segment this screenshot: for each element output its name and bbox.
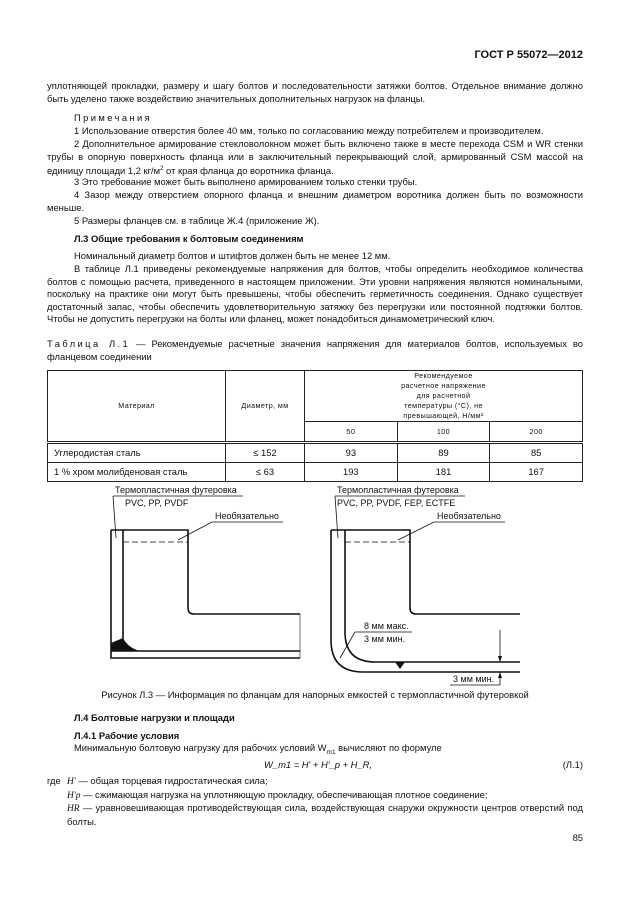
right-lining-materials: PVC, PP, PVDF, FEP, ECTFE xyxy=(337,498,456,508)
note-2: 2 Дополнительное армирование стекловолокном может быть включено также в месте перехода CSM и WR стенки трубы в опорную поверхность фланца или в заключительный перекрывающий слой, армированный CSM массой на единицу площади 1,2 $кг/м^2$ от края фланца до воротника фланца. xyxy=(47,138,583,177)
header-material: Материал xyxy=(48,371,226,443)
figure-caption: Рисунок Л.3 — Информация по фланцам для напорных емкостей с термопластичной футеровкой xyxy=(101,689,529,700)
note-1: 1 Использование отверстия более 40 мм, только по согласованию между потребителем и производителем. xyxy=(74,125,544,136)
table-row: 1 % хром молибденовая сталь ≤ 63 193 181 167 xyxy=(48,463,583,482)
subsection-heading: Л.4.1 Рабочие условия xyxy=(74,730,180,741)
section-heading-l3: Л.3 Общие требования к болтовым соединениям xyxy=(74,233,304,244)
right-lining-label: Термопластичная футеровка xyxy=(337,485,459,495)
note-3: 3 Это требование может быть выполнено армированием только стенки трубы. xyxy=(74,176,418,187)
header-temp: 200 xyxy=(490,422,583,443)
dim-max-label: 8 мм макс. xyxy=(364,621,409,631)
header-temp: 100 xyxy=(397,422,490,443)
section-heading-l4: Л.4 Болтовые нагрузки и площади xyxy=(74,712,235,723)
table-caption: Таблица Л.1 — Рекомендуемые расчетные значения напряжения для материалов болтов, используемых во фланцевом соединении xyxy=(47,338,583,362)
weld-mark xyxy=(395,662,405,669)
dim-min-label-2: 3 мм мин. xyxy=(453,674,495,684)
table-row: Углеродистая сталь ≤ 152 93 89 85 xyxy=(48,443,583,463)
formula: W_m1 = H' + H'_p + H_R, xyxy=(264,759,373,770)
header-temp: 50 xyxy=(305,422,398,443)
paragraph: В таблице Л.1 приведены рекомендуемые напряжения для болтов, чтобы определить необходимое количества болтов с помощью расчета, приведенного в настоящем приложении. Эти уровни напряжения являются номинальными, поскольку на практике они могут быть превышены, чтобы обеспечить герметичность соединения. Однако существует достаточный запас, чтобы обеспечить удовлетворительную затяжку без перегрузки или постоянной подтяжки болтов. Чтобы не допустить перегрузки на болты или фланец, может понадобиться динамометрический ключ. xyxy=(47,263,583,325)
notes-title: Примечания xyxy=(74,112,153,123)
left-optional-label: Необязательно xyxy=(215,511,279,521)
weld-fillet xyxy=(111,638,140,651)
left-lining-label: Термопластичная футеровка xyxy=(115,485,237,495)
document-id: ГОСТ Р 55072—2012 xyxy=(474,49,583,61)
left-lining-materials: PVC, PP, PVDF xyxy=(125,498,189,508)
dim-min-label: 3 мм мин. xyxy=(364,634,406,644)
header-diameter: Диаметр, мм xyxy=(226,371,305,443)
definition: H'p — сжимающая нагрузка на уплотняющую прокладку, обеспечивающая плотное соединение; xyxy=(67,789,488,801)
page-number: 85 xyxy=(572,832,583,843)
note-5: 5 Размеры фланцев см. в таблице Ж.4 (приложение Ж). xyxy=(74,215,320,226)
header-stress: Рекомендуемое расчетное напряжение для расчетной температуры (°С), не превышающей, Н/мм² xyxy=(305,371,583,422)
definition: H' — общая торцевая гидростатическая сила; xyxy=(67,775,268,787)
where-label: где xyxy=(47,775,61,786)
formula-number: (Л.1) xyxy=(562,759,583,770)
right-optional-label: Необязательно xyxy=(437,511,501,521)
intro-paragraph: уплотняющей прокладки, размеру и шагу болтов и последовательности затяжки болтов. Отдельное внимание должно быть уделено также воздействию значительных дополнительных нагрузок на фланцы. xyxy=(47,80,583,104)
note-4: 4 Зазор между отверстием опорного фланца и внешним диаметром воротника должен быть по возможности меньше. xyxy=(47,189,583,213)
paragraph: Номинальный диаметр болтов и штифтов должен быть не менее 12 мм. xyxy=(74,250,391,261)
paragraph: Минимальную болтовую нагрузку для рабочих условий $W_{m1}$ вычисляют по формуле xyxy=(74,742,442,756)
definition: HR — уравновешивающая противодействующая сила, воздействующая снаружи окружности центров отверстий под болты. xyxy=(67,802,583,827)
